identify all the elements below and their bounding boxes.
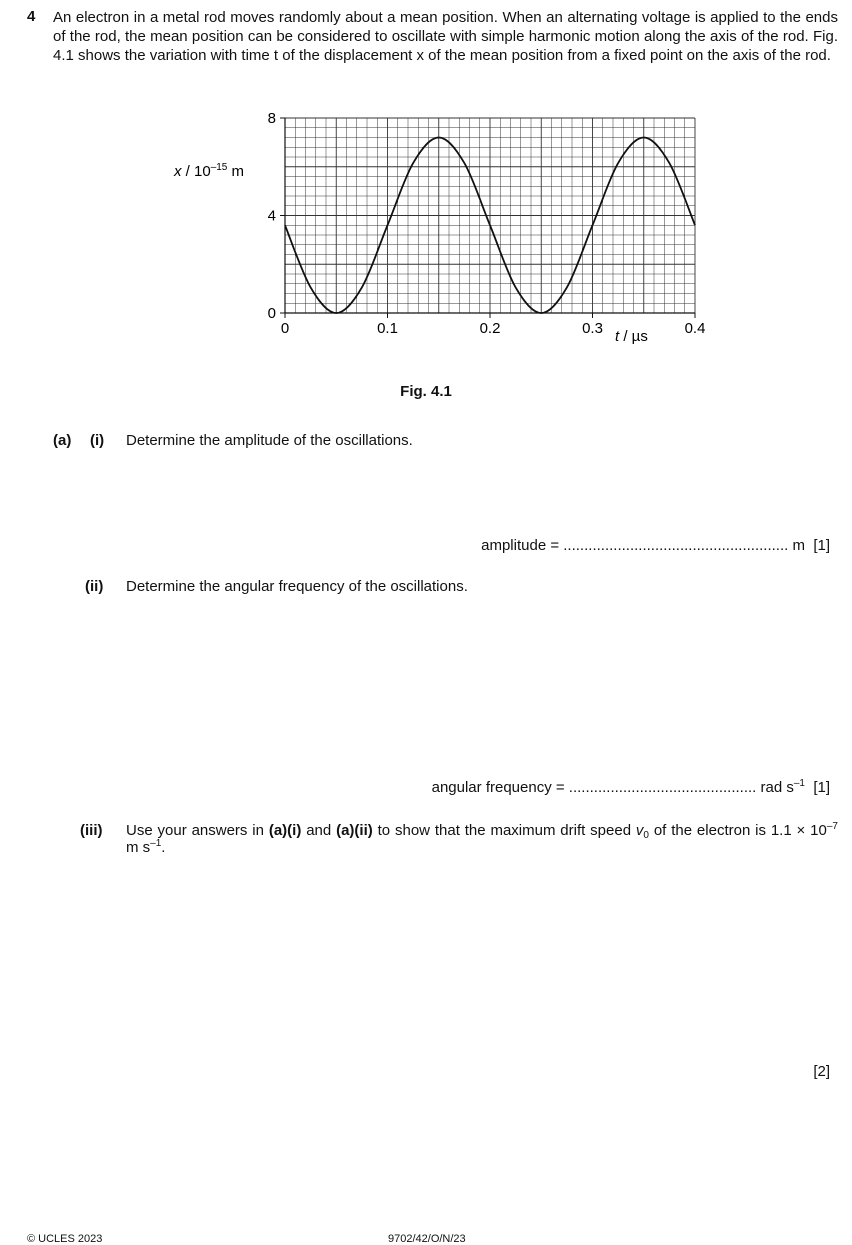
ref-a-ii: (a)(ii) bbox=[336, 822, 373, 839]
part-a-i-question: Determine the amplitude of the oscillations. bbox=[126, 432, 413, 449]
angular-frequency-answer-line[interactable] bbox=[432, 779, 830, 796]
x-tick-label: 0.3 bbox=[582, 320, 603, 337]
y-axis-label bbox=[173, 162, 244, 180]
y-axis-unit: m bbox=[227, 163, 245, 180]
part-a-iii-label: (iii) bbox=[80, 822, 103, 839]
part-a-ii-question: Determine the angular frequency of the oscillations. bbox=[126, 578, 468, 595]
drift-speed-symbol: v bbox=[635, 822, 644, 839]
angular-frequency-unit: rad s bbox=[756, 779, 794, 796]
x-tick-label: 0 bbox=[280, 320, 290, 337]
amplitude-answer-label: amplitude = bbox=[481, 537, 564, 554]
chart-grid bbox=[285, 118, 695, 313]
amplitude-answer-line[interactable] bbox=[481, 537, 830, 554]
part-a-ii-label: (ii) bbox=[85, 578, 104, 595]
question-number: 4 bbox=[27, 8, 36, 25]
ref-a-i: (a)(i) bbox=[268, 822, 302, 839]
y-axis-unit-prefix: / 10 bbox=[181, 163, 211, 180]
x-axis-unit: / µs bbox=[619, 328, 648, 345]
amplitude-answer-dots[interactable]: ...................................................... bbox=[563, 537, 789, 554]
x-tick-label: 0.2 bbox=[479, 320, 501, 337]
footer-copyright: © UCLES 2023 bbox=[27, 1233, 103, 1245]
x-tick-label: 0.4 bbox=[684, 320, 706, 337]
angular-frequency-marks: [1] bbox=[804, 779, 830, 796]
figure-4-1-chart bbox=[160, 110, 720, 372]
x-tick-label: 0.1 bbox=[377, 320, 398, 337]
y-axis-var: x bbox=[174, 163, 182, 180]
angular-frequency-answer-label: angular frequency = bbox=[431, 779, 569, 796]
x-axis-var: t bbox=[615, 328, 620, 345]
footer-paper-code: 9702/42/O/N/23 bbox=[388, 1233, 466, 1245]
chart-ticks bbox=[268, 110, 706, 337]
y-tick-label: 8 bbox=[267, 110, 276, 127]
part-a-i-label: (i) bbox=[90, 432, 105, 449]
figure-caption: Fig. 4.1 bbox=[400, 383, 452, 400]
angular-frequency-unit-exponent: –1 bbox=[793, 778, 805, 789]
part-a-label: (a) bbox=[53, 432, 72, 449]
angular-frequency-answer-dots[interactable]: ............................................. bbox=[568, 779, 757, 796]
part-a-iii-marks: [2] bbox=[813, 1063, 830, 1080]
y-tick-label: 0 bbox=[267, 305, 276, 322]
question-intro: An electron in a metal rod moves randomly about a mean position. When an alternating voltage is applied to the ends of the rod, the mean position can be considered to oscillate with simple harmonic motion along the axis of the rod. Fig. 4.1 shows the variation with time t of the displacement x of the mean position from a fixed point on the axis of the rod. bbox=[53, 9, 838, 64]
amplitude-marks: [1] bbox=[804, 537, 830, 554]
x-axis-label bbox=[615, 328, 648, 345]
y-axis-exponent: –15 bbox=[210, 162, 228, 173]
y-tick-label: 4 bbox=[267, 207, 276, 225]
part-a-iii-question: Use your answers in (a)(i) and (a)(ii) to show that the maximum drift speed $v_0$ of the electron is $1.1 \times 10^{-7}$ m $s^{-1}$. bbox=[126, 821, 838, 856]
amplitude-unit: m bbox=[788, 537, 805, 554]
